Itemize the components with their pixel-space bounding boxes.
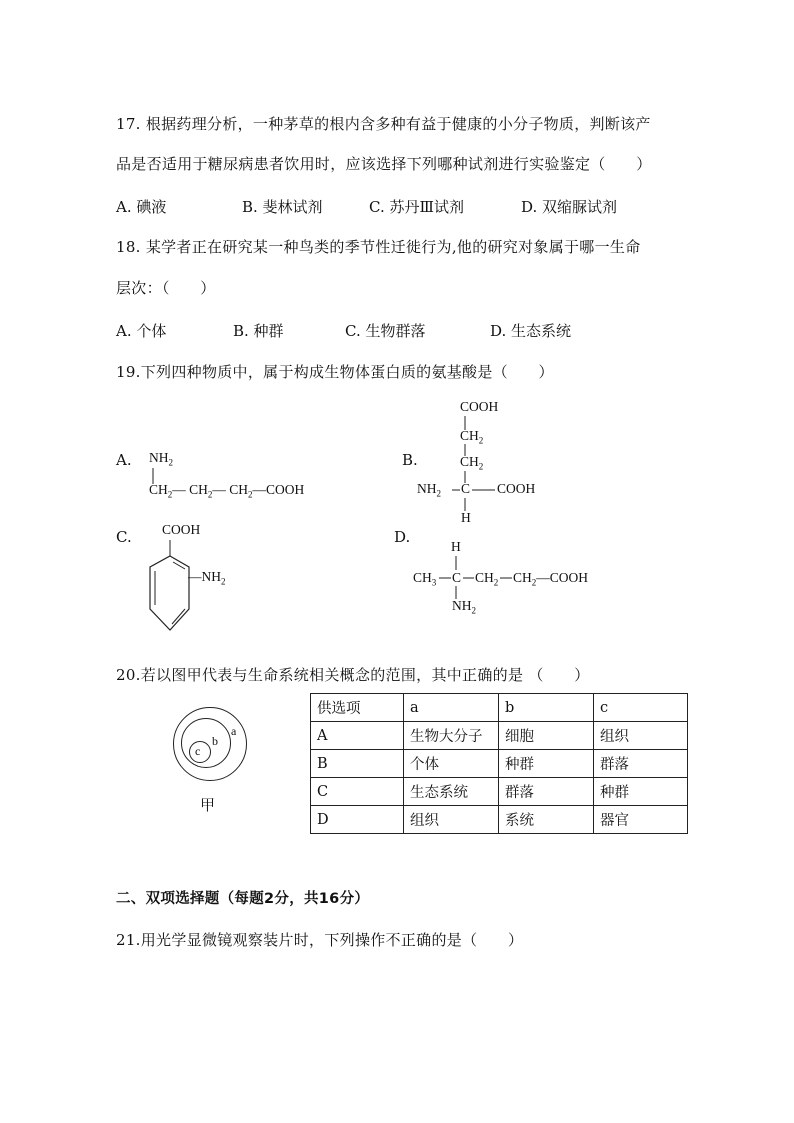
- table-cell: D: [311, 806, 404, 834]
- table-cell: 生物大分子: [404, 722, 499, 750]
- q20-stem: 20.若以图甲代表与生命系统相关概念的范围，其中正确的是 （ ）: [116, 666, 590, 684]
- struct-b-cooh2: COOH: [497, 481, 536, 496]
- table-cell: B: [311, 750, 404, 778]
- struct-a-chain: $CH_2—$ $CH_2—$ $CH_2—COOH$: [149, 482, 305, 500]
- struct-b-ch2-top: $CH_2$: [460, 428, 484, 446]
- diagram-caption: 甲: [200, 796, 216, 814]
- struct-b-nh2: $NH_2$: [417, 481, 441, 499]
- struct-d-ch3: $CH_3$: [413, 570, 437, 588]
- table-cell: 系统: [499, 806, 594, 834]
- table-row: [311, 722, 688, 750]
- table-cell: 个体: [404, 750, 499, 778]
- table-row: [311, 750, 688, 778]
- label-b: b: [212, 734, 218, 748]
- struct-d-c: C: [452, 570, 462, 585]
- table-cell: 组织: [594, 722, 688, 750]
- q18-line2: 层次：（ ）: [116, 279, 216, 297]
- q18-option-d: D. 生态系统: [490, 322, 572, 340]
- table-row: [311, 806, 688, 834]
- table-header-cell: b: [499, 694, 594, 722]
- q17-option-b: B. 斐林试剂: [242, 198, 323, 216]
- table-cell: 组织: [404, 806, 499, 834]
- table-row: [311, 778, 688, 806]
- table-cell: A: [311, 722, 404, 750]
- struct-b-ch2-mid: $CH_2$: [460, 454, 484, 472]
- q17-line2: 品是否适用于糖尿病患者饮用时，应该选择下列哪种试剂进行实验鉴定（ ）: [116, 155, 652, 173]
- q18-option-b: B. 种群: [233, 322, 284, 340]
- table-cell: C: [311, 778, 404, 806]
- q19-label-c: C.: [116, 528, 132, 546]
- struct-b-h: H: [461, 510, 471, 525]
- table-cell: 种群: [594, 778, 688, 806]
- struct-b-c: C: [461, 481, 471, 496]
- q18-option-c: C. 生物群落: [345, 322, 426, 340]
- table-cell: 种群: [499, 750, 594, 778]
- struct-b-cooh: COOH: [460, 399, 499, 414]
- q19-label-b: B.: [402, 451, 418, 469]
- q17-option-a: A. 碘液: [116, 198, 167, 216]
- options-table: [310, 693, 688, 834]
- table-header-cell: c: [594, 694, 688, 722]
- struct-d-ch2a: $CH_2$: [475, 570, 499, 588]
- struct-c-nh2: $—NH_2$: [188, 569, 226, 587]
- table-cell: 群落: [594, 750, 688, 778]
- struct-c-cooh: COOH: [162, 522, 201, 537]
- label-a: a: [231, 724, 237, 738]
- struct-d-h: H: [451, 539, 461, 554]
- table-cell: 器官: [594, 806, 688, 834]
- q17-line1: 17. 根据药理分析，一种茅草的根内含多种有益于健康的小分子物质，判断该产: [116, 115, 651, 133]
- q21-stem: 21.用光学显微镜观察装片时，下列操作不正确的是（ ）: [116, 931, 524, 949]
- q19-label-d: D.: [394, 528, 411, 546]
- struct-a-nh2: $NH_2$: [149, 450, 173, 468]
- q19-stem: 19.下列四种物质中，属于构成生物体蛋白质的氨基酸是（ ）: [116, 363, 554, 381]
- q18-option-a: A. 个体: [116, 322, 167, 340]
- section-title: 二、双项选择题（每题2分，共16分）: [116, 891, 370, 907]
- table-cell: 生态系统: [404, 778, 499, 806]
- table-header-cell: a: [404, 694, 499, 722]
- q17-option-c: C. 苏丹Ⅲ试剂: [369, 198, 464, 216]
- struct-d-nh2: $NH_2$: [452, 598, 476, 616]
- q17-option-d: D. 双缩脲试剂: [521, 198, 618, 216]
- q18-line1: 18. 某学者正在研究某一种鸟类的季节性迁徙行为,他的研究对象属于哪一生命: [116, 238, 641, 256]
- table-cell: 群落: [499, 778, 594, 806]
- label-c: c: [195, 744, 201, 758]
- table-header-cell: 供选项: [311, 694, 404, 722]
- q19-label-a: A.: [116, 451, 132, 469]
- table-header-row: [311, 694, 688, 722]
- table-cell: 细胞: [499, 722, 594, 750]
- struct-d-ch2b: $CH_2—COOH$: [513, 570, 589, 588]
